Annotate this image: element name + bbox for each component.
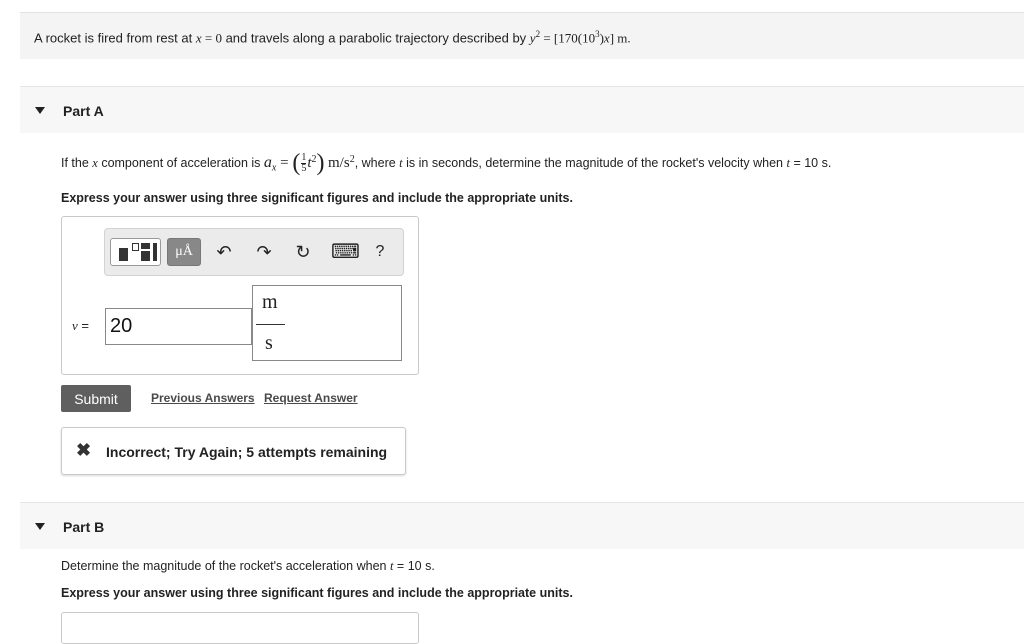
unit-denominator: s — [265, 332, 273, 354]
problem-text: A rocket is fired from rest at x = 0 and travels along a parabolic trajectory described by $y^2 = [170(10^3)x]$ m. — [34, 29, 631, 46]
template-block-icon — [141, 251, 150, 261]
variable-label: v = — [72, 318, 89, 333]
fraction-bar — [256, 324, 285, 325]
request-answer-link[interactable]: Request Answer — [264, 391, 358, 405]
part-a-header[interactable] — [20, 86, 1024, 133]
collapse-triangle-icon[interactable] — [35, 523, 45, 530]
keyboard-icon[interactable]: ⌨ — [331, 241, 360, 263]
part-b-instruction: Express your answer using three significant figures and include the appropriate units. — [61, 586, 573, 600]
submit-button[interactable]: Submit — [61, 385, 131, 412]
undo-icon[interactable]: ↶ — [216, 242, 232, 262]
problem-statement — [20, 12, 1024, 59]
part-b-title: Part B — [63, 519, 105, 535]
collapse-triangle-icon[interactable] — [35, 107, 45, 114]
help-icon[interactable]: ? — [375, 243, 385, 260]
part-a-title: Part A — [63, 103, 104, 119]
part-a-question: If the x component of acceleration is $a_x$ = ( $\frac{1}{5}$ $t^2$) $m/s^2$, where t is in seconds, determine the magnitude of the rocket's velocity when t = 10 s. — [61, 150, 832, 176]
part-b-question: Determine the magnitude of the rocket's acceleration when t = 10 s. — [61, 559, 435, 573]
feedback-box — [61, 427, 406, 475]
template-block-icon — [153, 243, 157, 261]
templates-button[interactable] — [110, 238, 161, 266]
template-block-icon — [119, 248, 128, 261]
math-toolbar — [104, 228, 404, 276]
answer-box-b — [61, 612, 419, 644]
unit-numerator: m — [262, 291, 278, 313]
reset-icon[interactable]: ↻ — [295, 242, 311, 262]
part-b-header[interactable] — [20, 502, 1024, 549]
template-block-icon — [141, 243, 150, 249]
previous-answers-link[interactable]: Previous Answers — [151, 391, 255, 405]
template-small-box-icon — [132, 243, 139, 251]
part-a-instruction: Express your answer using three significant figures and include the appropriate units. — [61, 191, 573, 205]
value-input[interactable] — [105, 308, 252, 345]
feedback-text: Incorrect; Try Again; 5 attempts remaining — [106, 444, 388, 460]
redo-icon[interactable]: ↷ — [256, 242, 272, 262]
incorrect-x-icon: ✖ — [76, 440, 92, 460]
units-button[interactable]: μÅ — [167, 238, 201, 266]
